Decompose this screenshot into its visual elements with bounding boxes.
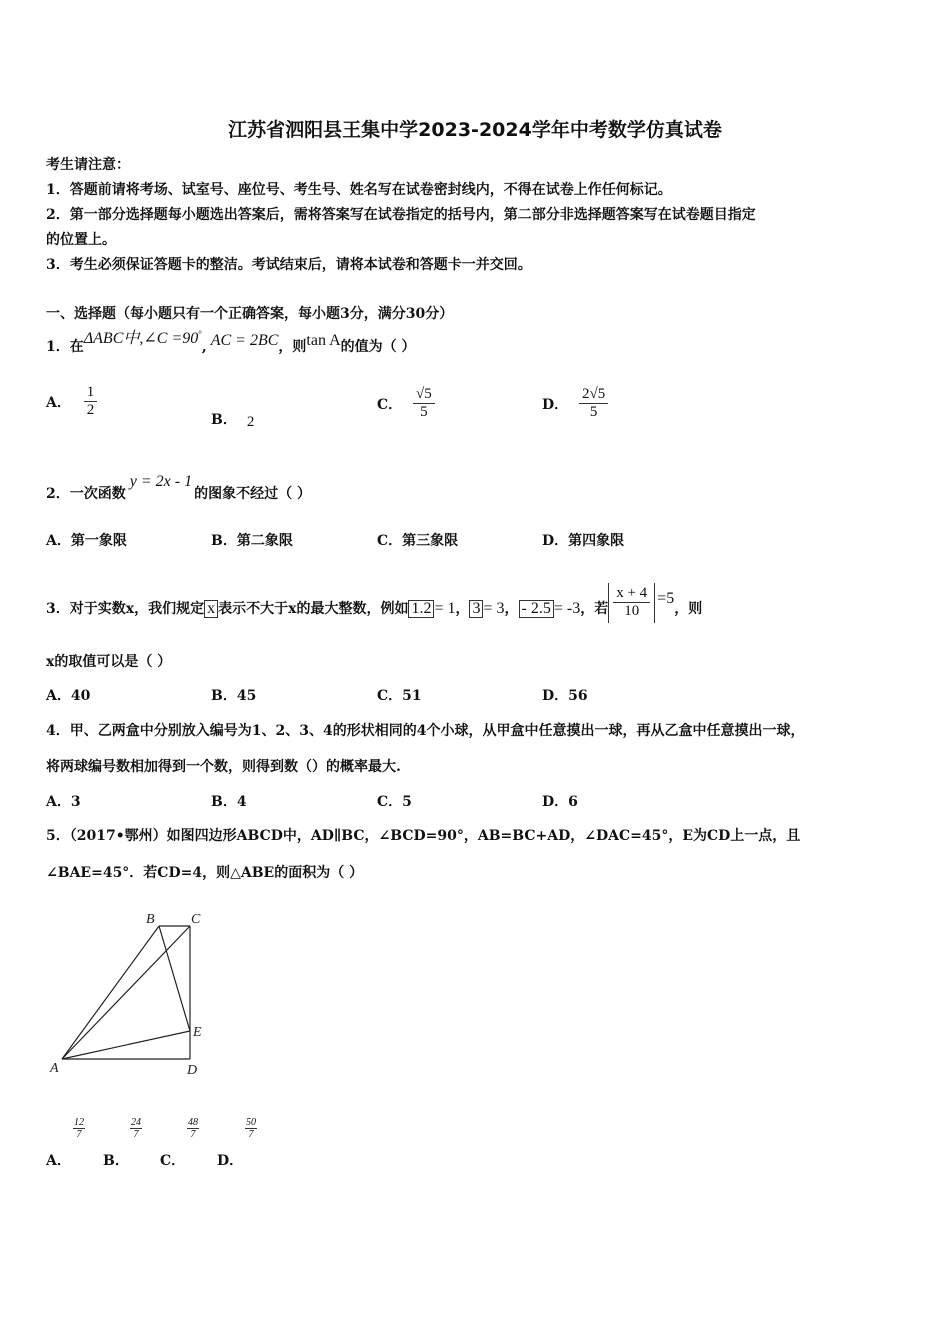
q5-option-c[interactable]: C．	[160, 1153, 186, 1169]
q5-option-d[interactable]: D．	[217, 1153, 244, 1169]
q1-option-a[interactable]: A． $\frac{1}{2}$	[46, 384, 97, 420]
q5-frac-b: $\frac{24}{7}$	[131, 1117, 141, 1140]
q5-line-2: ∠BAE=45°．若CD=4，则△ABE的面积为（ ）	[46, 865, 364, 881]
q1-expression: tan A	[306, 332, 341, 349]
q3-option-c[interactable]: C．51	[377, 688, 422, 704]
question-1: 1．在ΔABC中,∠C =90°, AC = 2BC，则tan A的值为（ ）	[46, 329, 416, 355]
label-a: A	[50, 1061, 59, 1076]
q2-option-d[interactable]: D．第四象限	[542, 533, 625, 549]
q5-frac-d: $\frac{50}{7}$	[246, 1117, 256, 1140]
q4-option-a[interactable]: A．3	[46, 794, 81, 810]
q5-frac-a: $\frac{12}{7}$	[74, 1117, 84, 1140]
question-4: 4．甲、乙两盒中分别放入编号为1、2、3、4的形状相同的4个小球，从甲盒中任意摸出一球，再从乙盒中任意摸出一球，	[46, 723, 805, 739]
q5-geometry-figure	[40, 905, 220, 1085]
label-e: E	[193, 1025, 202, 1040]
label-c: C	[191, 912, 201, 927]
label-d: D	[187, 1063, 198, 1078]
q5-option-b[interactable]: B．	[103, 1153, 129, 1169]
question-2: 2．一次函数y = 2x - 1的图象不经过（ ）	[46, 473, 311, 502]
q1-option-c[interactable]: C． $\frac{√5}{5}$	[377, 386, 435, 422]
q2-expression: y = 2x - 1	[129, 473, 193, 490]
q1-condition: ΔABC中,∠C =90	[83, 330, 199, 347]
notice-item-1: 1．答题前请将考场、试室号、座位号、考生号、姓名写在试卷密封线内，不得在试卷上作任何标记。	[46, 182, 672, 198]
notice-heading: 考生请注意：	[46, 157, 130, 173]
notice-item-2: 2．第一部分选择题每小题选出答案后，需将答案写在试卷指定的括号内，第二部分非选择题答案写在试卷题目指定	[46, 207, 756, 223]
q2-option-b[interactable]: B．第二象限	[211, 533, 293, 549]
q5-option-a[interactable]: A．	[46, 1153, 71, 1169]
page-title: 江苏省泗阳县王集中学2023-2024学年中考数学仿真试卷	[228, 119, 722, 141]
q1-option-b[interactable]: B． 2	[211, 412, 255, 430]
q4-option-c[interactable]: C．5	[377, 794, 412, 810]
q3-line-2: x的取值可以是（ ）	[46, 654, 172, 670]
label-b: B	[146, 912, 155, 927]
section-heading: 一、选择题（每小题只有一个正确答案，每小题3分，满分30分）	[46, 306, 454, 322]
q4-line-2: 将两球编号数相加得到一个数，则得到数（）的概率最大.	[46, 759, 401, 775]
q3-option-b[interactable]: B．45	[211, 688, 257, 704]
segment-ae	[62, 1031, 190, 1059]
q5-frac-c: $\frac{48}{7}$	[188, 1117, 198, 1140]
segment-ac	[62, 926, 190, 1059]
question-5: 5．（2017•鄂州）如图四边形ABCD中，AD∥BC，∠BCD=90°，AB=BC+AD，∠DAC=45°，E为CD上一点，且	[46, 828, 801, 844]
q2-option-c[interactable]: C．第三象限	[377, 533, 459, 549]
q4-option-b[interactable]: B．4	[211, 794, 247, 810]
question-3: 3．对于实数x，我们规定 x 表示不大于x的最大整数，例如 1.2 = 1， 3 = 3， - 2.5 = -3，若 $\frac{x + 4}{10}$ =5，则	[46, 589, 702, 629]
q1-condition-2: AC = 2BC	[210, 332, 279, 349]
q2-option-a[interactable]: A．第一象限	[46, 533, 127, 549]
q3-option-d[interactable]: D．56	[542, 688, 588, 704]
notice-item-3: 3．考生必须保证答题卡的整洁。考试结束后，请将本试卷和答题卡一并交回。	[46, 257, 532, 273]
q3-option-a[interactable]: A．40	[46, 688, 91, 704]
q1-option-d[interactable]: D． $\frac{2√5}{5}$	[542, 386, 608, 422]
segment-ab	[62, 926, 159, 1059]
q4-option-d[interactable]: D．6	[542, 794, 578, 810]
notice-item-2-cont: 的位置上。	[46, 232, 116, 248]
